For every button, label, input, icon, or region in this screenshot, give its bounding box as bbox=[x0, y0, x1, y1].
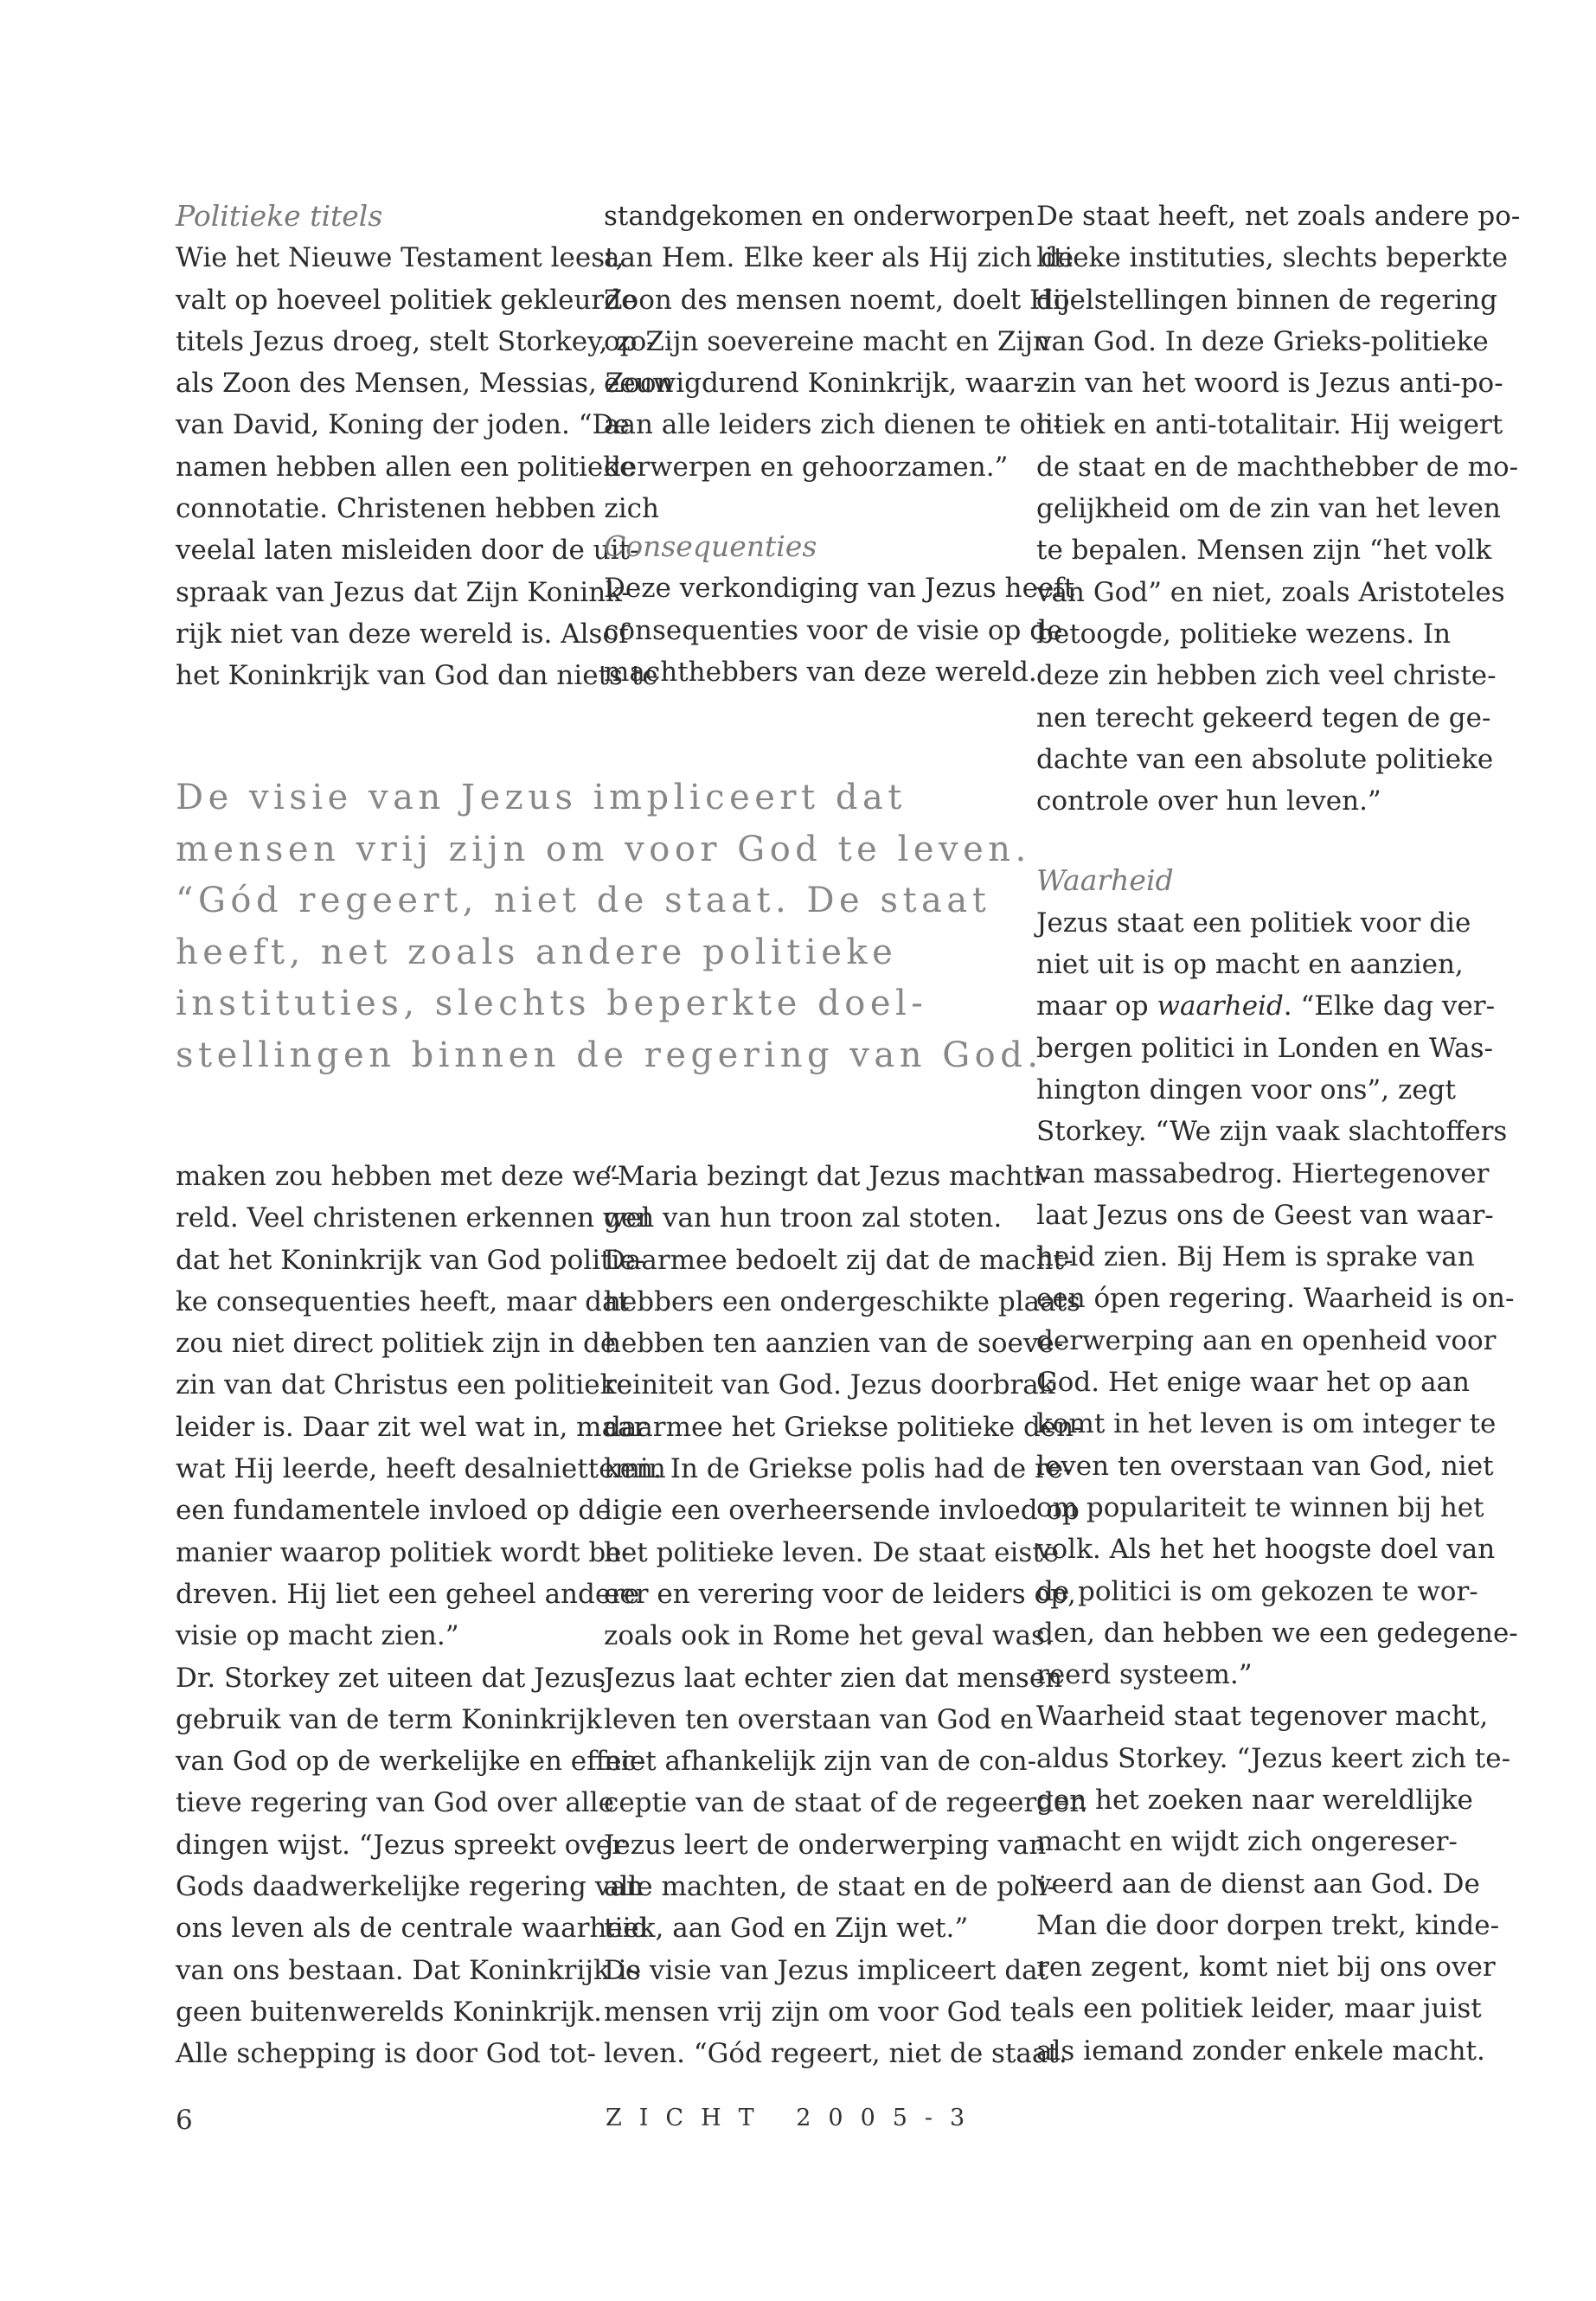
text-line: Zoon des mensen noemt, doelt Hij bbox=[604, 284, 1070, 316]
text-line: Daarmee bedoelt zij dat de macht- bbox=[604, 1244, 1074, 1276]
text-line: volk. Als het het hoogste doel van bbox=[1036, 1534, 1496, 1566]
text-line: heid zien. Bij Hem is sprake van bbox=[1036, 1241, 1475, 1273]
text-line: van David, Koning der joden. “De bbox=[176, 409, 630, 441]
text-line: spraak van Jezus dat Zijn Konink- bbox=[176, 576, 631, 608]
text-line: om populariteit te winnen bij het bbox=[1036, 1491, 1484, 1523]
column-top-left bbox=[176, 195, 674, 697]
text-line: zin van dat Christus een politieke bbox=[176, 1369, 632, 1401]
text-line: aan alle leiders zich dienen te on- bbox=[604, 409, 1062, 441]
pull-quote-lines bbox=[176, 772, 1043, 1082]
text-line: leider is. Daar zit wel wat in, maar bbox=[176, 1411, 647, 1443]
text-line: van ons bestaan. Dat Koninkrijk is bbox=[176, 1954, 641, 1986]
text-line: veelal laten misleiden door de uit- bbox=[176, 535, 639, 567]
text-line: Storkey. “We zijn vaak slachtoffers bbox=[1036, 1116, 1508, 1148]
text-line: van massabedrog. Hiertegenover bbox=[1036, 1157, 1490, 1189]
text-line: machthebbers van deze wereld. bbox=[604, 656, 1037, 688]
text-line: Jezus leert de onderwerping van bbox=[604, 1829, 1047, 1861]
column-top-middle bbox=[604, 195, 1075, 693]
text-line: Dr. Storkey zet uiteen dat Jezus’ bbox=[176, 1662, 614, 1694]
text-line: ke consequenties heeft, maar dat bbox=[176, 1285, 629, 1317]
text-line: de staat en de machthebber de mo- bbox=[1036, 451, 1519, 483]
text-line: litieke instituties, slechts beperkte bbox=[1036, 242, 1508, 274]
text-line: Waarheid staat tegenover macht, bbox=[1036, 1701, 1489, 1733]
text-line: zou niet direct politiek zijn in de bbox=[176, 1328, 617, 1360]
pull-quote-line: mensen vrij zijn om voor God te leven. bbox=[176, 829, 1031, 869]
text-line: Deze verkondiging van Jezus heeft bbox=[604, 573, 1075, 605]
pull-quote-line: instituties, slechts beperkte doel- bbox=[176, 984, 928, 1024]
text-line: als een politiek leider, maar juist bbox=[1036, 1993, 1482, 2025]
text-line: reld. Veel christenen erkennen wel bbox=[176, 1202, 651, 1234]
text-lines bbox=[176, 1156, 666, 2075]
text-line: gen van hun troon zal stoten. bbox=[604, 1202, 1003, 1234]
text-line: standgekomen en onderworpen bbox=[604, 201, 1035, 232]
text-line: eeuwigdurend Koninkrijk, waar- bbox=[604, 368, 1042, 400]
text-line: dachte van een absolute politieke bbox=[1036, 743, 1494, 775]
text-lines bbox=[604, 195, 1074, 488]
text-line: van God” en niet, zoals Aristoteles bbox=[1036, 576, 1505, 608]
text-line: den, dan hebben we een gedegene- bbox=[1036, 1617, 1518, 1649]
text-line: gen het zoeken naar wereldlijke bbox=[1036, 1784, 1473, 1816]
text-line: mensen vrij zijn om voor God te bbox=[604, 1996, 1037, 2028]
text-line: te bepalen. Mensen zijn “het volk bbox=[1036, 535, 1492, 567]
text-line: eer en verering voor de leiders op, bbox=[604, 1578, 1076, 1610]
text-line: maken zou hebben met deze we- bbox=[176, 1161, 620, 1192]
text-line: gebruik van de term Koninkrijk bbox=[176, 1703, 602, 1735]
text-line: aldus Storkey. “Jezus keert zich te- bbox=[1036, 1742, 1511, 1774]
text-line: de politici is om gekozen te wor- bbox=[1036, 1575, 1478, 1607]
text-line: veerd aan de dienst aan God. De bbox=[1036, 1868, 1480, 1900]
text-line: dat het Koninkrijk van God politie- bbox=[176, 1244, 645, 1276]
text-line: litiek en anti-totalitair. Hij weigert bbox=[1036, 409, 1503, 441]
text-line: geen buitenwerelds Koninkrijk. bbox=[176, 1996, 603, 2028]
pull-quote-line: “Gód regeert, niet de staat. De staat bbox=[176, 881, 991, 921]
text-line: valt op hoeveel politiek gekleurde bbox=[176, 284, 638, 316]
text-line: ren zegent, komt niet bij ons over bbox=[1036, 1952, 1496, 1984]
text-line: als Zoon des Mensen, Messias, Zoon bbox=[176, 368, 674, 400]
text-line: gelijkheid om de zin van het leven bbox=[1036, 493, 1501, 525]
text-line: ceptie van de staat of de regeerder. bbox=[604, 1787, 1088, 1819]
text-line: laat Jezus ons de Geest van waar- bbox=[1036, 1199, 1494, 1231]
text-line: De staat heeft, net zoals andere po- bbox=[1036, 201, 1521, 232]
text-line: een ópen regering. Waarheid is on- bbox=[1036, 1283, 1515, 1315]
pull-quote-line: heeft, net zoals andere politieke bbox=[176, 932, 898, 972]
text-line: zoals ook in Rome het geval was. bbox=[604, 1620, 1054, 1652]
pull-quote bbox=[176, 772, 1043, 1082]
text-line: Man die door dorpen trekt, kinde- bbox=[1036, 1909, 1500, 1941]
text-segment: maar op bbox=[1036, 990, 1157, 1022]
text-line: een fundamentele invloed op de bbox=[176, 1495, 612, 1527]
text-line: God. Het enige waar het op aan bbox=[1036, 1367, 1471, 1399]
text-line: hebben ten aanzien van de soeve- bbox=[604, 1328, 1064, 1360]
text-line: leven. “Gód regeert, niet de staat. bbox=[604, 2038, 1067, 2070]
column-bottom-middle bbox=[604, 1156, 1088, 2075]
text-line: bergen politici in Londen en Was- bbox=[1036, 1032, 1494, 1064]
text-line: hebbers een ondergeschikte plaats bbox=[604, 1285, 1080, 1317]
text-line: ligie een overheersende invloed op bbox=[604, 1495, 1080, 1527]
text-line: nen terecht gekeerd tegen de ge- bbox=[1036, 702, 1491, 734]
emphasis-waarheid: waarheid bbox=[1157, 990, 1284, 1022]
text-line: ons leven als de centrale waarheid bbox=[176, 1913, 649, 1945]
text-line: aan Hem. Elke keer als Hij zich de bbox=[604, 242, 1074, 274]
text-line: hington dingen voor ons”, zegt bbox=[1036, 1074, 1456, 1106]
text-line: titels Jezus droeg, stelt Storkey, zo- bbox=[176, 325, 656, 357]
text-line: komt in het leven is om integer te bbox=[1036, 1408, 1497, 1440]
text-line: ken. In de Griekse polis had de re- bbox=[604, 1453, 1073, 1485]
text-lines bbox=[1036, 195, 1521, 822]
text-lines bbox=[604, 1156, 1088, 2075]
text-line: consequenties voor de visie op de bbox=[604, 614, 1063, 646]
text-line: het Koninkrijk van God dan niets te bbox=[176, 660, 658, 692]
text-lines bbox=[1036, 1028, 1518, 2072]
text-line: derwerping aan en openheid voor bbox=[1036, 1324, 1497, 1356]
page-number: 6 bbox=[176, 2105, 193, 2136]
text-line: dingen wijst. “Jezus spreekt over bbox=[176, 1829, 625, 1861]
text-line: doelstellingen binnen de regering bbox=[1036, 284, 1497, 316]
text-line: het politieke leven. De staat eiste bbox=[604, 1536, 1060, 1568]
text-line: manier waarop politiek wordt be- bbox=[176, 1536, 631, 1568]
section-heading-consequenties: Consequenties bbox=[604, 529, 817, 564]
column-bottom-left bbox=[176, 1156, 666, 2075]
text-line: controle over hun leven.” bbox=[1036, 785, 1381, 817]
text-line: “Maria bezingt dat Jezus machti- bbox=[604, 1161, 1052, 1192]
text-line: tiek, aan God en Zijn wet.” bbox=[604, 1913, 969, 1945]
pull-quote-line: stellingen binnen de regering van God. bbox=[176, 1035, 1043, 1075]
text-line bbox=[1036, 985, 1496, 1027]
text-line: Jezus laat echter zien dat mensen bbox=[604, 1662, 1063, 1694]
text-line: visie op macht zien.” bbox=[176, 1620, 459, 1652]
text-line: tieve regering van God over alle bbox=[176, 1787, 614, 1819]
text-line: deze zin hebben zich veel christe- bbox=[1036, 660, 1497, 692]
text-line: Jezus staat een politiek voor die bbox=[1036, 907, 1471, 939]
text-line: van God op de werkelijke en effec- bbox=[176, 1746, 646, 1778]
text-line: leven ten overstaan van God en bbox=[604, 1703, 1034, 1735]
text-line: als iemand zonder enkele macht. bbox=[1036, 2035, 1485, 2067]
text-lines bbox=[176, 237, 674, 696]
text-line: Wie het Nieuwe Testament leest, bbox=[176, 242, 625, 274]
text-line: zin van het woord is Jezus anti-po- bbox=[1036, 368, 1503, 400]
text-line: van God. In deze Grieks-politieke bbox=[1036, 325, 1489, 357]
pull-quote-line: De visie van Jezus impliceert dat bbox=[176, 778, 907, 817]
section-heading-politieke-titels: Politieke titels bbox=[176, 199, 383, 233]
section-heading-waarheid: Waarheid bbox=[1036, 863, 1174, 898]
column-right bbox=[1036, 195, 1521, 2072]
text-line: leven ten overstaan van God, niet bbox=[1036, 1450, 1494, 1482]
text-line: Alle schepping is door God tot- bbox=[176, 2038, 596, 2070]
text-line: rijk niet van deze wereld is. Alsof bbox=[176, 618, 629, 650]
text-segment: . “Elke dag ver- bbox=[1283, 990, 1496, 1022]
text-line: daarmee het Griekse politieke den- bbox=[604, 1411, 1083, 1443]
text-line: macht en wijdt zich ongereser- bbox=[1036, 1826, 1458, 1858]
text-line: dreven. Hij liet een geheel andere bbox=[176, 1578, 640, 1610]
text-line: alle machten, de staat en de poli- bbox=[604, 1871, 1056, 1903]
text-line: niet uit is op macht en aanzien, bbox=[1036, 949, 1464, 981]
text-line: betoogde, politieke wezens. In bbox=[1036, 618, 1452, 650]
text-line: Gods daadwerkelijke regering van bbox=[176, 1871, 644, 1903]
text-line: wat Hij leerde, heeft desalniettemin bbox=[176, 1453, 666, 1485]
text-line: reiniteit van God. Jezus doorbrak bbox=[604, 1369, 1055, 1401]
text-lines bbox=[604, 567, 1075, 693]
text-line: namen hebben allen een politieke bbox=[176, 451, 636, 483]
text-line: derwerpen en gehoorzamen.” bbox=[604, 451, 1009, 483]
text-line: connotatie. Christenen hebben zich bbox=[176, 493, 659, 525]
magazine-issue: ZICHT 2005-3 bbox=[606, 2105, 983, 2131]
text-line: reerd systeem.” bbox=[1036, 1659, 1253, 1691]
text-line: De visie van Jezus impliceert dat bbox=[604, 1954, 1049, 1986]
text-line: op Zijn soevereine macht en Zijn bbox=[604, 325, 1050, 357]
text-line: niet afhankelijk zijn van de con- bbox=[604, 1746, 1037, 1778]
